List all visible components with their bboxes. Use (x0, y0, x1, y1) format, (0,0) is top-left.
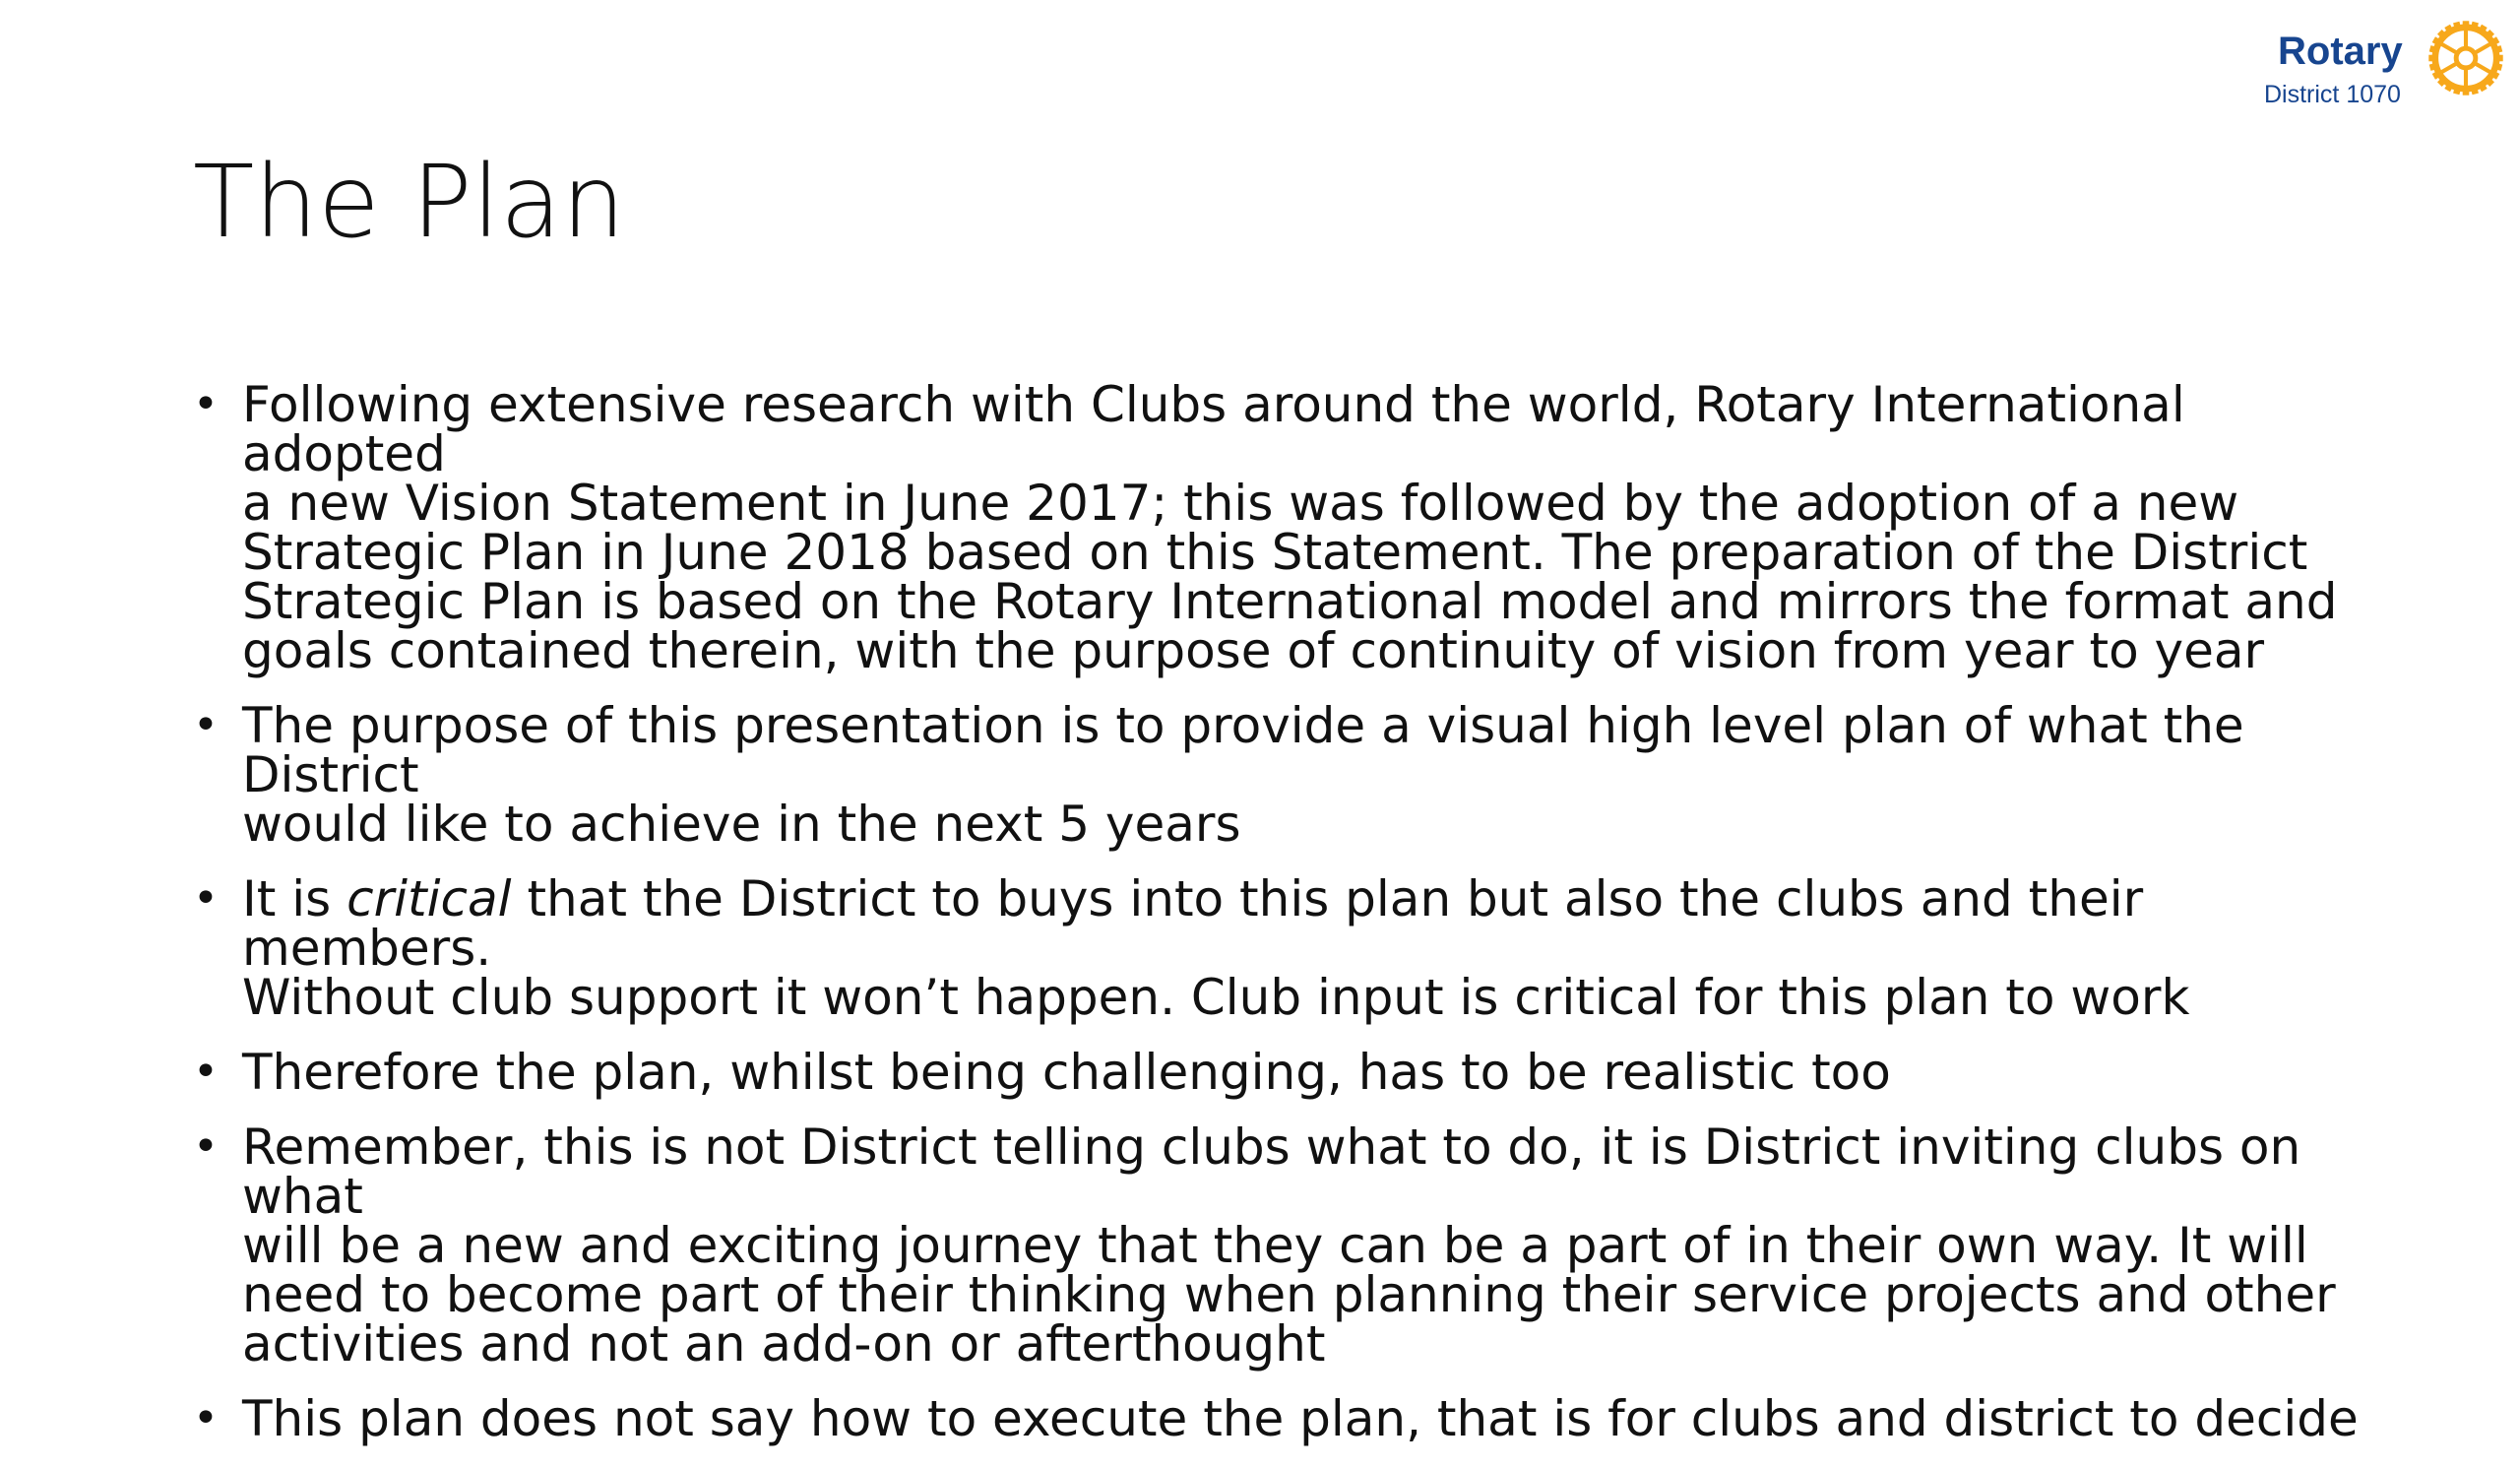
bullet-marker: • (193, 1393, 219, 1443)
bullet-item (185, 1118, 2380, 1373)
emphasis-critical: critical (346, 870, 512, 927)
bullet-line: This plan does not say how to execute the plan, that is for clubs and district to decide (242, 1390, 2359, 1447)
logo-district: District 1070 (2264, 81, 2401, 108)
bullet-line: Strategic Plan is based on the Rotary International model and mirrors the format and (242, 573, 2338, 630)
bullet-line: need to become part of their thinking when planning their service projects and other (242, 1266, 2336, 1323)
bullet-text-suffix: that the District to buys into this plan but also the clubs and their members. (242, 870, 2144, 977)
bullet-line: would like to achieve in the next 5 years (242, 796, 1241, 853)
bullet-marker: • (193, 873, 219, 924)
bullet-line: Strategic Plan in June 2018 based on this Statement. The preparation of the District (242, 524, 2308, 581)
bullet-list (185, 376, 2380, 1469)
bullet-item (185, 1044, 2380, 1101)
bullet-item (185, 376, 2380, 679)
bullet-line: Remember, this is not District telling clubs what to do, it is District inviting clubs on what (242, 1118, 2301, 1225)
bullet-item (185, 697, 2380, 853)
bullet-line: The purpose of this presentation is to provide a visual high level plan of what the District (242, 697, 2244, 803)
rotary-logo (2260, 18, 2506, 116)
bullet-line: Following extensive research with Clubs around the world, Rotary International adopted (242, 376, 2185, 482)
bullet-text-prefix: It is (242, 870, 347, 927)
bullet-item (185, 1390, 2380, 1447)
bullet-line: Without club support it won’t happen. Club input is critical for this plan to work (242, 969, 2190, 1026)
bullet-line: Therefore the plan, whilst being challenging, has to be realistic too (242, 1044, 1891, 1101)
rotary-wheel-icon (2426, 18, 2506, 98)
bullet-marker: • (193, 1047, 219, 1097)
bullet-line: a new Vision Statement in June 2017; this was followed by the adoption of a new (242, 475, 2239, 532)
slide-title: The Plan (193, 144, 626, 261)
bullet-line: will be a new and exciting journey that they can be a part of in their own way. It will (242, 1217, 2308, 1274)
bullet-line: activities and not an add-on or afterthought (242, 1315, 1326, 1373)
bullet-marker: • (193, 1121, 219, 1172)
logo-wordmark: Rotary (2278, 30, 2403, 73)
bullet-marker: • (193, 379, 219, 429)
bullet-line (242, 870, 2380, 977)
bullet-marker: • (193, 700, 219, 750)
bullet-line: goals contained therein, with the purpose of continuity of vision from year to year (242, 622, 2265, 679)
bullet-item (185, 870, 2380, 1026)
